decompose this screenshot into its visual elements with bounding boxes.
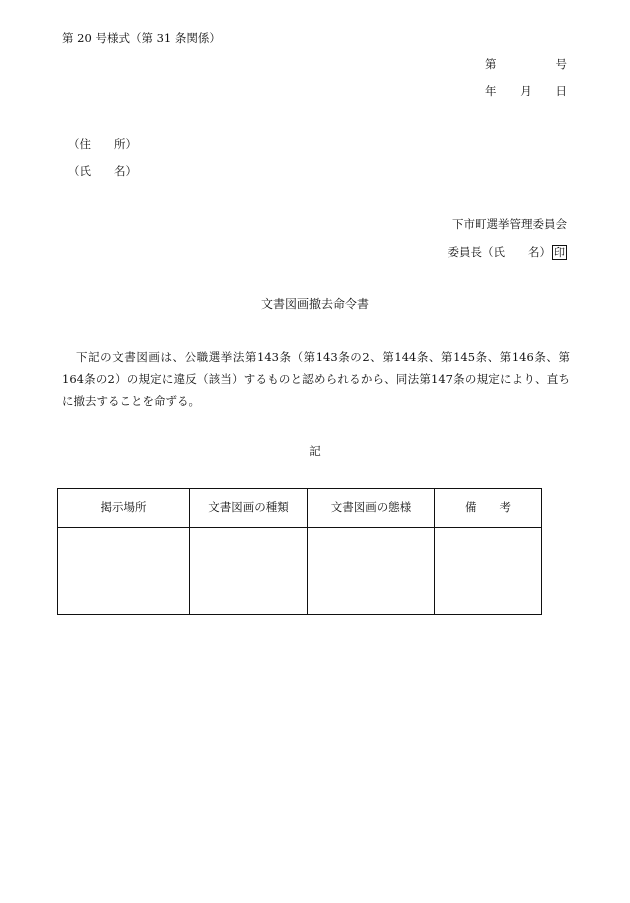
poster-table (57, 488, 542, 615)
cell-location (58, 528, 190, 615)
number-prefix: 第 (485, 57, 497, 71)
ki-heading: 記 (309, 444, 321, 458)
date-month: 月 (520, 84, 532, 98)
chair-label: 委員長（氏 名） (447, 244, 551, 259)
recipient-address-label: （住 所） (68, 137, 137, 151)
header-location: 掲示場所 (58, 489, 190, 528)
number-suffix: 号 (555, 57, 567, 71)
table-row (58, 528, 542, 615)
table-header-row (58, 489, 542, 528)
header-remarks: 備 考 (435, 489, 542, 528)
header-type: 文書図画の種類 (190, 489, 308, 528)
seal-mark: 印 (554, 246, 565, 259)
cell-remarks (435, 528, 542, 615)
issuer-organization: 下市町選挙管理委員会 (452, 217, 567, 231)
issuer-chair-line (448, 245, 568, 260)
form-number: 第 20 号様式（第 31 条関係） (62, 31, 221, 45)
order-body-text: 下記の文書図画は、公職選挙法第143条（第143条の2、第144条、第145条、第146条、第164条の2）の規定に違反（該当）するものと認められるから、同法第147条の規定により、直ちに撤去することを命ずる。 (62, 350, 570, 408)
recipient-name-label: （氏 名） (68, 164, 137, 178)
document-title: 文書図画撤去命令書 (260, 297, 369, 311)
document-number-line (485, 59, 567, 71)
cell-form (308, 528, 435, 615)
date-line (485, 86, 567, 98)
date-day: 日 (555, 84, 567, 98)
date-year: 年 (485, 84, 497, 98)
cell-type (190, 528, 308, 615)
header-form: 文書図画の態様 (308, 489, 435, 528)
